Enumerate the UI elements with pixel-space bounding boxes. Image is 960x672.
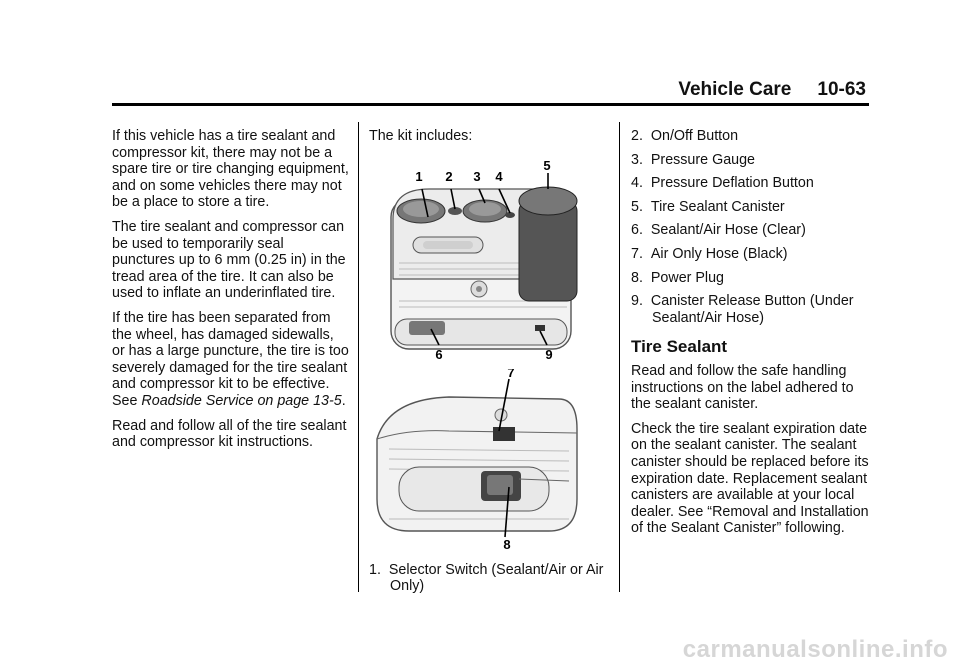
paragraph: If this vehicle has a tire sealant and compressor kit, there may not be a spare tire or tire changing equipment, and on some vehicles there may not be a place to store a tire. [112,128,349,211]
callout-9: 9 [545,346,553,362]
callout-3: 3 [473,168,481,184]
kit-figure-top [369,159,579,367]
list-item: 4. Pressure Deflation Button [631,175,814,192]
callout-6: 6 [435,346,443,362]
callout-7: 7 [507,368,515,380]
callout-2: 2 [445,168,453,184]
list-item: 3. Pressure Gauge [631,151,755,168]
roadside-service-link[interactable]: Roadside Service on page 13-5 [141,392,342,409]
kit-parts-list-continued [631,128,871,326]
paragraph-roadside: If the tire has been separated from the wheel, has damaged sidewalls, or has a large puncture, the tire is too severely damaged for the tire sealant and compressor kit to be effective. See Roadside Service on page 13-5. [112,309,349,409]
paragraph: Read and follow all of the tire sealant and compressor kit instructions. [112,417,347,451]
header-rule [112,103,869,106]
list-item: 8. Power Plug [631,269,725,286]
list-item: 6. Sealant/Air Hose (Clear) [631,222,806,239]
callout-1: 1 [415,168,423,184]
kit-parts-list [369,562,609,595]
page-number: 10-63 [817,79,866,100]
column-divider [619,122,620,592]
paragraph: The tire sealant and compressor can be used to temporarily seal punctures up to 6 mm (0.25 in) in the tread area of the tire. It can also be used to inflate an underinflated tire. [112,218,346,302]
header-title [678,79,866,101]
column-3 [631,128,871,545]
kit-intro: The kit includes: [369,128,473,144]
callout-8: 8 [503,536,511,549]
kit-figure-bottom [369,369,579,549]
list-item: 9. Canister Release Button (Under Sealant/Air Hose) [631,293,854,326]
section-title: Vehicle Care [678,79,792,100]
list-item: 7. Air Only Hose (Black) [631,245,788,262]
paragraph: Read and follow the safe handling instructions on the label adhered to the sealant canister. [631,362,854,413]
callout-5: 5 [543,158,551,173]
column-divider [358,122,359,592]
subheading-tire-sealant: Tire Sealant [631,337,728,357]
paragraph: Check the tire sealant expiration date on the sealant canister. The sealant canister should be replaced before its expiration date. Replacement sealant canisters are available at your local dealer. See “Removal and Installation of the Sealant Canister” following. [631,420,869,537]
list-item: 5. Tire Sealant Canister [631,198,785,215]
callout-4: 4 [495,168,503,184]
list-item: 2. On/Off Button [631,128,739,144]
list-item: 1. Selector Switch (Sealant/Air or Air Only) [369,561,604,595]
column-1 [112,128,350,459]
column-2 [369,128,609,602]
watermark: carmanualsonline.info [682,636,948,663]
